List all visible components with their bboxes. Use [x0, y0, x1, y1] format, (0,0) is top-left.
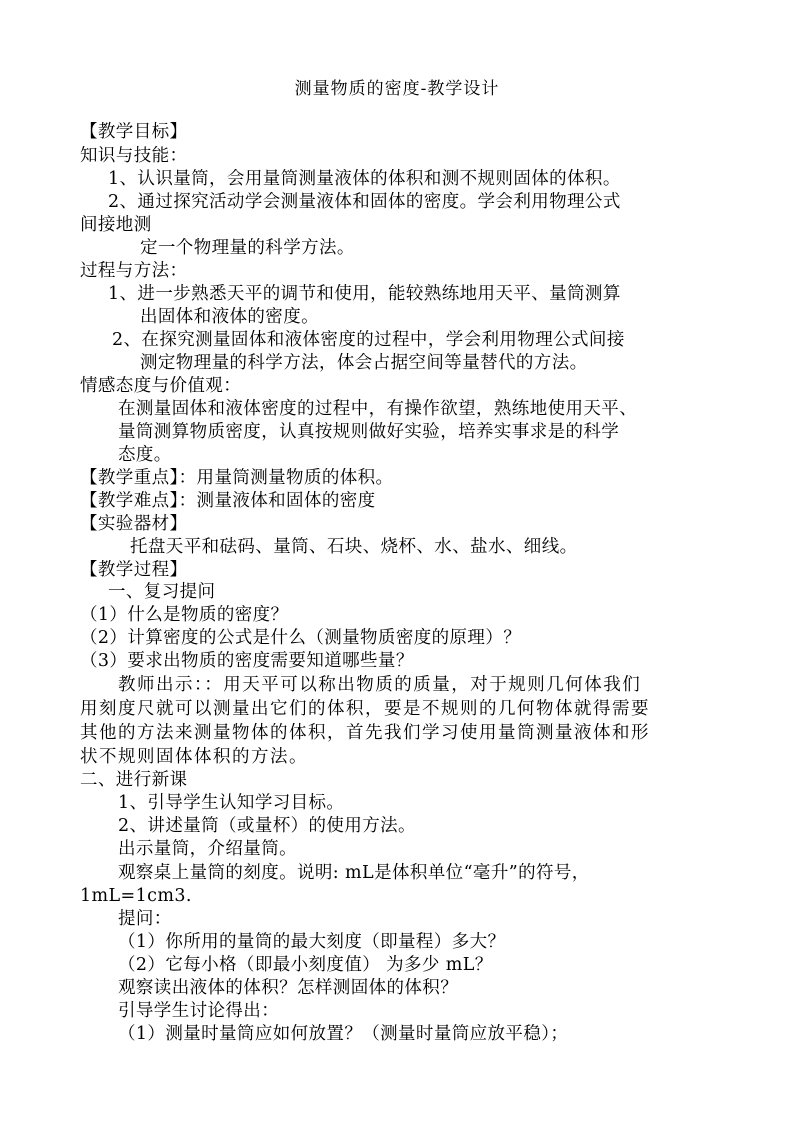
section-heading-key-point: 【教学重点】：用量筒测量物质的体积。 [80, 468, 394, 488]
text-line: 用刻度尺就可以测量出它们的体积，要是不规则的几何物体就得需要 [80, 699, 650, 719]
text-line: 观察读出液体的体积？怎样测固体的体积？ [118, 978, 459, 998]
text-line: 1、引导学生认知学习目标。 [118, 793, 345, 813]
text-line: （3）要求出物质的密度需要知道哪些量？ [80, 651, 414, 671]
text-line: 1mL=1cm3. [80, 886, 192, 906]
section-heading-equipment: 【实验器材】 [80, 514, 188, 534]
text-line: 出固体和液体的密度。 [140, 307, 319, 327]
text-line: 间接地测 [80, 215, 152, 235]
text-line: 状不规则固体体积的方法。 [80, 747, 308, 767]
subheading-new-lesson: 二、进行新课 [80, 770, 188, 790]
section-heading-objectives: 【教学目标】 [80, 122, 188, 142]
text-line: （2）它每小格（即最小刻度值） 为多少 mL？ [118, 955, 493, 975]
section-heading-difficulty: 【教学难点】：测量液体和固体的密度 [80, 491, 376, 511]
text-line: 量筒测算物质密度，认真按规则做好实验，培养实事求是的科学 [118, 422, 620, 442]
text-line: 引导学生讨论得出： [118, 1001, 280, 1021]
text-line: 教师出示：：用天平可以称出物质的质量，对于规则几何体我们 [118, 675, 642, 695]
text-line: 在测量固体和液体密度的过程中，有操作欲望，熟练地使用天平、 [118, 399, 638, 419]
text-line: （1）什么是物质的密度？ [80, 605, 289, 625]
subheading-review: 一、复习提问 [108, 582, 216, 602]
subheading-process-methods: 过程与方法： [80, 261, 188, 281]
text-line: 态度。 [118, 445, 172, 465]
text-line: （1）你所用的量筒的最大刻度（即量程）多大？ [118, 932, 506, 952]
text-line: 1、进一步熟悉天平的调节和使用，能较熟练地用天平、量筒测算 [108, 284, 621, 304]
text-line: 托盘天平和砝码、量筒、石块、烧杯、水、盐水、细线。 [130, 537, 578, 557]
section-heading-process: 【教学过程】 [80, 560, 188, 580]
text-line: 提问： [118, 909, 172, 929]
text-line: 2、通过探究活动学会测量液体和固体的密度。学会利用物理公式 [108, 192, 621, 212]
text-line: 2、在探究测量固体和液体密度的过程中，学会利用物理公式间接 [112, 330, 625, 350]
text-line: 2、讲述量筒（或量杯）的使用方法。 [118, 816, 416, 836]
text-line: 其他的方法来测量物体的体积，首先我们学习使用量筒测量液体和形 [80, 723, 650, 743]
subheading-emotion-values: 情感态度与价值观： [80, 376, 242, 396]
text-line: 定一个物理量的科学方法。 [140, 238, 355, 258]
document-title: 测量物质的密度-教学设计 [294, 79, 500, 99]
text-line: 测定物理量的科学方法，体会占据空间等量替代的方法。 [140, 353, 588, 373]
text-line: 1、认识量筒，会用量筒测量液体的体积和测不规则固体的体积。 [108, 169, 621, 189]
text-line: 出示量筒，介绍量筒。 [118, 839, 297, 859]
text-line: （2）计算密度的公式是什么（测量物质密度的原理）？ [80, 628, 522, 648]
text-line: （1）测量时量筒应如何放置？（测量时量筒应放平稳）； [118, 1024, 569, 1044]
text-line: 观察桌上量筒的刻度。说明: mL是体积单位“毫升”的符号， [118, 863, 590, 883]
subheading-knowledge-skills: 知识与技能： [80, 146, 188, 166]
